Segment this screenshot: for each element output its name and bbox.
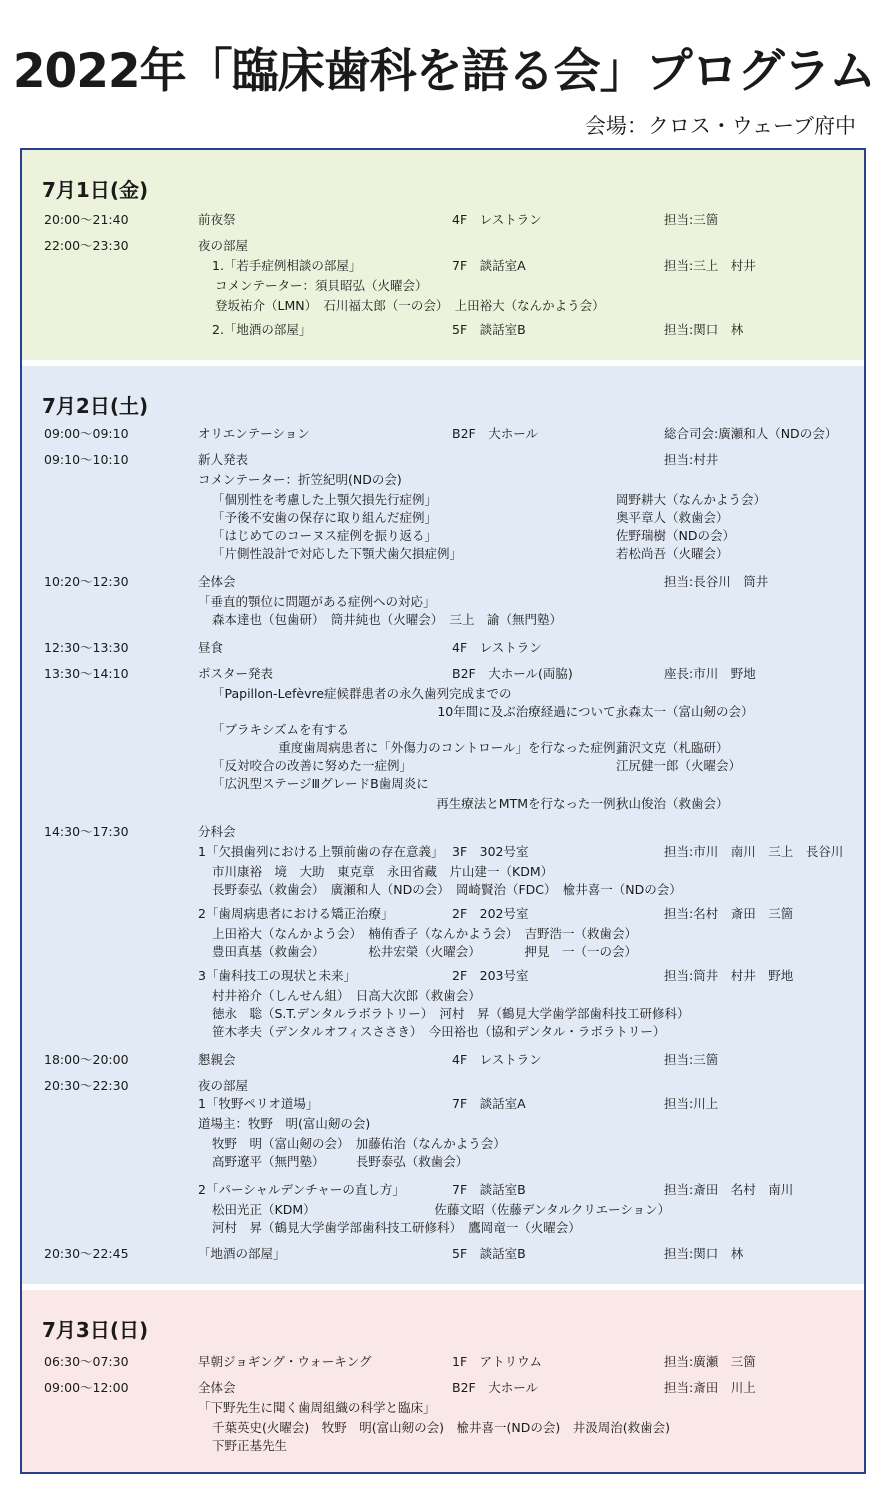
presenter-name: 秋山俊治（救歯会） <box>616 796 729 811</box>
session-item: 長野泰弘（救歯会） 廣瀬和人（NDの会） 岡崎賢治（FDC） 楡井喜一（NDの会） <box>212 882 682 897</box>
session-location: B2F 大ホール <box>452 1380 538 1395</box>
session-location: 5F 談話室B <box>452 1246 526 1261</box>
session-location: B2F 大ホール <box>452 426 538 441</box>
session-item: 河村 昇（鶴見大学歯学部歯科技工研修科） 鷹岡竜一（火曜会） <box>212 1220 581 1235</box>
session-item: 1「牧野ペリオ道場」 <box>198 1096 319 1111</box>
session-item: 前夜祭 <box>198 212 236 227</box>
session-location: 1F アトリウム <box>452 1354 543 1369</box>
session-item: 「垂直的顎位に問題がある症例への対応」 <box>198 594 436 609</box>
session-charge: 担当:三箇 <box>664 212 719 227</box>
session-item: ポスター発表 <box>198 666 274 681</box>
session-time: 09:00〜09:10 <box>44 426 129 441</box>
session-item: オリエンテーション <box>198 426 310 441</box>
presenter-name: 江尻健一郎（火曜会） <box>616 758 742 773</box>
session-time: 18:00〜20:00 <box>44 1052 129 1067</box>
session-item: 村井裕介（しんせん組） 日高大次郎（救歯会） <box>212 988 481 1003</box>
session-charge: 担当:筒井 村井 野地 <box>664 968 794 983</box>
session-item: 10年間に及ぶ治療経過について」 <box>437 704 628 719</box>
session-time: 22:00〜23:30 <box>44 238 129 253</box>
program-frame <box>20 148 866 1474</box>
session-location: 7F 談話室B <box>452 1182 526 1197</box>
session-charge: 担当:三上 村井 <box>664 258 756 273</box>
session-location: 4F レストラン <box>452 1052 542 1067</box>
session-item: 高野遼平（無門塾） 長野泰弘（救歯会） <box>212 1154 469 1169</box>
session-time: 14:30〜17:30 <box>44 824 129 839</box>
session-item: 徳永 聡（S.T.デンタルラボラトリー） 河村 昇（鶴見大学歯学部歯科技工研修科） <box>212 1006 690 1021</box>
session-time: 13:30〜14:10 <box>44 666 129 681</box>
session-time: 20:30〜22:30 <box>44 1078 129 1093</box>
session-location: 4F レストラン <box>452 212 542 227</box>
presenter-name: 若松尚吾（火曜会） <box>616 546 729 561</box>
session-item: 新人発表 <box>198 452 249 467</box>
session-item: 「片側性設計で対応した下顎犬歯欠損症例」 <box>212 546 463 561</box>
session-item: 千葉英史(火曜会) 牧野 明(富山剱の会) 楡井喜一(NDの会) 井汲周治(救歯会) <box>212 1420 670 1435</box>
session-item: 豊田真基（救歯会） 松井宏榮（火曜会） 押見 一（一の会） <box>212 944 638 959</box>
session-time: 09:10〜10:10 <box>44 452 129 467</box>
session-item: 「反対咬合の改善に努めた一症例」 <box>212 758 413 773</box>
session-time: 09:00〜12:00 <box>44 1380 129 1395</box>
session-item: 市川康裕 境 大助 東克章 永田省藏 片山建一（KDM） <box>212 864 554 879</box>
session-item: 3「歯科技工の現状と未来」 <box>198 968 356 983</box>
session-charge: 座長:市川 野地 <box>664 666 756 681</box>
session-time: 20:00〜21:40 <box>44 212 129 227</box>
session-charge: 担当:市川 南川 三上 長谷川 <box>664 844 844 859</box>
day-heading: 7月3日(日) <box>42 1318 149 1342</box>
session-charge: 担当:斎田 川上 <box>664 1380 756 1395</box>
session-item: 早朝ジョギング・ウォーキング <box>198 1354 372 1369</box>
session-item: 分科会 <box>198 824 236 839</box>
day-section-july-3 <box>22 1290 864 1472</box>
day-heading: 7月2日(土) <box>42 394 149 418</box>
session-charge: 担当:廣瀬 三箇 <box>664 1354 756 1369</box>
session-charge: 担当:川上 <box>664 1096 719 1111</box>
session-location: B2F 大ホール(両脇) <box>452 666 573 681</box>
session-item: 「Papillon-Lefèvre症候群患者の永久歯列完成までの <box>212 686 512 701</box>
session-item: コメンテーター：折笠紀明(NDの会) <box>198 472 402 487</box>
session-item: 「地酒の部屋」 <box>198 1246 286 1261</box>
presenter-name: 岡野耕大（なんかよう会） <box>616 492 767 507</box>
session-item: 再生療法とMTMを行なった一例」 <box>436 796 628 811</box>
session-item: 夜の部屋 <box>198 238 249 253</box>
session-charge: 担当:関口 林 <box>664 1246 744 1261</box>
presenter-name: 奥平章人（救歯会） <box>616 510 729 525</box>
session-charge: 総合司会:廣瀬和人（NDの会） <box>664 426 838 441</box>
presenter-name: 永森太一（富山剱の会） <box>616 704 754 719</box>
session-item: 昼食 <box>198 640 224 655</box>
session-item: 2「歯周病患者における矯正治療」 <box>198 906 394 921</box>
session-item: 「予後不安歯の保存に取り組んだ症例」 <box>212 510 438 525</box>
day-heading: 7月1日(金) <box>42 178 149 202</box>
session-item: 懇親会 <box>198 1052 236 1067</box>
session-charge: 担当:三箇 <box>664 1052 719 1067</box>
session-item: 松田光正（KDM） 佐藤文昭（佐藤デンタルクリエーション） <box>212 1202 671 1217</box>
venue-label: 会場：クロス・ウェーブ府中 <box>584 114 856 138</box>
page-title: 2022年「臨床歯科を語る会」プログラム <box>12 44 876 99</box>
session-time: 12:30〜13:30 <box>44 640 129 655</box>
session-time: 10:20〜12:30 <box>44 574 129 589</box>
session-item: 重度歯周病患者に「外傷力のコントロール」を行なった症例」 <box>278 740 628 755</box>
session-charge: 担当:関口 林 <box>664 322 744 337</box>
presenter-name: 蒲沢文克（札臨研） <box>616 740 729 755</box>
session-item: 「ブラキシズムを有する <box>212 722 350 737</box>
session-location: 4F レストラン <box>452 640 542 655</box>
session-item: 笹木孝夫（デンタルオフィスささき） 今田裕也（協和デンタル・ラボラトリー） <box>212 1024 666 1039</box>
session-item: 森本達也（包歯研） 筒井純也（火曜会） 三上 諭（無門塾） <box>212 612 563 627</box>
session-item: 下野正基先生 <box>212 1438 288 1453</box>
session-location: 2F 203号室 <box>452 968 529 983</box>
session-item: 「個別性を考慮した上顎欠損先行症例」 <box>212 492 438 507</box>
session-charge: 担当:名村 斎田 三箇 <box>664 906 794 921</box>
session-item: 1「欠損歯列における上顎前歯の存在意義」 <box>198 844 444 859</box>
session-charge: 担当:村井 <box>664 452 719 467</box>
session-item: コメンテーター：須貝昭弘（火曜会） <box>215 278 428 293</box>
session-item: 2「パーシャルデンチャーの直し方」 <box>198 1182 405 1197</box>
session-item: 全体会 <box>198 1380 236 1395</box>
session-item: 道場主：牧野 明(富山剱の会) <box>198 1116 371 1131</box>
session-location: 2F 202号室 <box>452 906 529 921</box>
day-section-july-2 <box>22 366 864 1284</box>
session-location: 7F 談話室A <box>452 1096 526 1111</box>
session-charge: 担当:長谷川 筒井 <box>664 574 769 589</box>
session-charge: 担当:斎田 名村 南川 <box>664 1182 794 1197</box>
session-time: 06:30〜07:30 <box>44 1354 129 1369</box>
session-time: 20:30〜22:45 <box>44 1246 129 1261</box>
session-item: 1.「若手症例相談の部屋」 <box>212 258 362 273</box>
session-item: 「広汎型ステージⅢグレードB歯周炎に <box>212 776 429 791</box>
session-item: 牧野 明（富山剱の会） 加藤佑治（なんかよう会） <box>212 1136 506 1151</box>
session-location: 5F 談話室B <box>452 322 526 337</box>
day-section-july-1 <box>22 150 864 360</box>
session-location: 3F 302号室 <box>452 844 529 859</box>
session-location: 7F 談話室A <box>452 258 526 273</box>
session-item: 2.「地酒の部屋」 <box>212 322 312 337</box>
session-item: 上田裕大（なんかよう会） 楠侑香子（なんかよう会） 吉野浩一（救歯会） <box>212 926 638 941</box>
session-item: 全体会 <box>198 574 236 589</box>
session-item: 「下野先生に聞く歯周組織の科学と臨床」 <box>198 1400 436 1415</box>
session-item: 夜の部屋 <box>198 1078 249 1093</box>
presenter-name: 佐野瑞樹（NDの会） <box>616 528 735 543</box>
session-item: 登坂祐介（LMN） 石川福太郎（一の会） 上田裕大（なんかよう会） <box>215 298 605 313</box>
session-item: 「はじめてのコーヌス症例を振り返る」 <box>212 528 438 543</box>
